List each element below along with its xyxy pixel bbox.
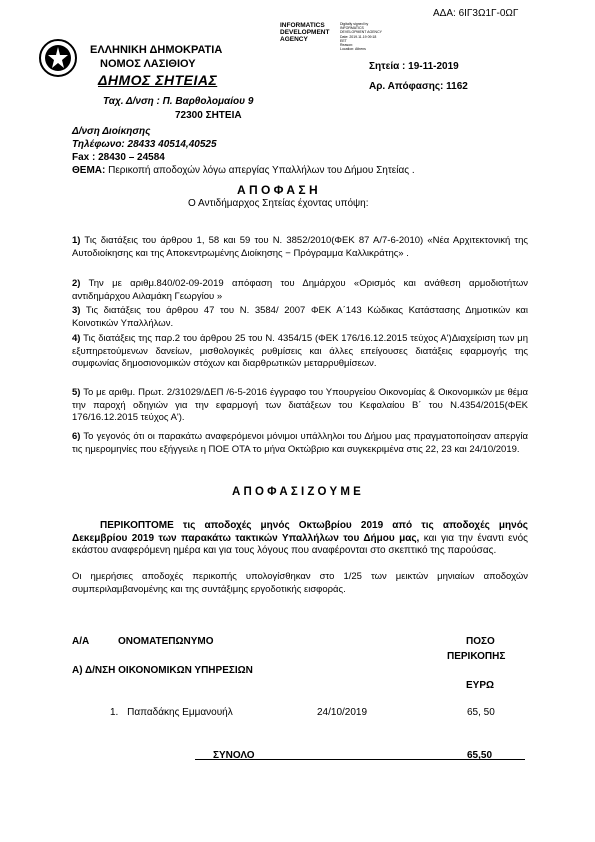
row-name: Παπαδάκης Εμμανουήλ [127, 707, 233, 718]
item-number: 3) [72, 305, 81, 316]
row-number: 1. [110, 707, 119, 718]
item-number: 4) [72, 333, 81, 344]
cut-bold: ΠΕΡΙΚΟΠΤΟΜΕ τις αποδοχές μηνός Οκτωβρίου 2019 από τις αποδοχές μηνός Δεκεμβρίου 2019 των παρακάτω τακτικών Υπαλλήλων του Δήμου μας, [72, 520, 528, 544]
section-title: Α) Δ/ΝΣΗ ΟΙΚΟΝΟΜΙΚΩΝ ΥΠΗΡΕΣΙΩΝ [72, 665, 253, 676]
currency: ΕΥΡΩ [466, 680, 495, 691]
subject-text: Περικοπή αποδοχών λόγω απεργίας Υπαλλήλων του Δήμου Σητείας . [105, 165, 415, 176]
place-date: Σητεία : 19-11-2019 [369, 61, 459, 72]
phone: Τηλέφωνο: 28433 40514,40525 [72, 139, 217, 150]
item-4 [72, 333, 528, 371]
signature-detail: Location: Athens [340, 47, 366, 52]
item-text: Το γεγονός ότι οι παρακάτω αναφερόμενοι μόνιμοι υπάλληλοι του Δήμου μας πραγματοποίησαν απεργία τις ημερομηνίες που εξήγγειλε η ΠΟΕ ΟΤΑ το μήνα Οκτώβριο και συγκεκριμένα στις 22, 23 και 24/10/2019. [72, 431, 528, 455]
item-3 [72, 305, 528, 330]
department: Δ/νση Διοίκησης [72, 126, 151, 137]
agency-line: AGENCY [280, 36, 308, 43]
item-text: Τις διατάξεις του άρθρου 47 του Ν. 3584/ 2007 ΦΕΚ Α΄143 Κώδικας Κατάστασης Δημοτικών και Κοινοτικών Υπαλλήλων. [72, 305, 528, 329]
greek-seal-icon [38, 38, 78, 78]
item-6 [72, 431, 528, 456]
signature-detail: Digitally signed by [340, 22, 369, 26]
prefecture-title: ΝΟΜΟΣ ΛΑΣΙΘΙΟΥ [100, 58, 196, 70]
decision-intro: Ο Αντιδήμαρχος Σητείας έχοντας υπόψη: [188, 198, 369, 209]
item-text: Την με αριθμ.840/02-09-2019 απόφαση του Δημάρχου «Ορισμός και ανάθεση αρμοδιοτήτων αντιδημάρχου Αιλαμάκη Γεωργίου » [72, 278, 528, 302]
signature-agency [280, 22, 329, 43]
signature-detail: DEVELOPMENT AGENCY [340, 30, 382, 35]
item-text: Τις διατάξεις της παρ.2 του άρθρου 25 του Ν. 4354/15 (ΦΕΚ 176/16.12.2015 τεύχος Α')Διαχείριση των μη εξυπηρετούμενων δανείων, μισθολογικές ρυθμίσεις και άλλες επείγουσες διατάξεις εφαρμογής της συμφωνίας δημοσιονομικών στόχων και διαρθρωτικών μεταρρυθμίσεων. [72, 333, 528, 369]
cut-paragraph [72, 520, 528, 558]
postal-code: 72300 ΣΗΤΕΙΑ [175, 110, 242, 121]
fax: Fax : 28430 – 24584 [72, 152, 165, 163]
col-amount-2: ΠΕΡΙΚΟΠΗΣ [447, 651, 506, 662]
municipality-title: ΔΗΜΟΣ ΣΗΤΕΙΑΣ [98, 72, 218, 88]
signature-detail: Date: 2019.11.19 09:18 [340, 34, 377, 39]
daily-note: Οι ημερήσιες αποδοχές περικοπής υπολογίσθηκαν στο 1/25 των μεικτών μηνιαίων αποδοχών συμπεριλαμβανομένης και της συντάξιμης εργοδοτικής εισφοράς. [72, 571, 528, 595]
item-2 [72, 278, 528, 303]
subject [72, 165, 415, 176]
signature-detail: INFORMATICS [340, 26, 364, 31]
table-row [110, 707, 233, 718]
signature-detail: Reason: [340, 43, 354, 48]
decision-number: Αρ. Απόφασης: 1162 [369, 81, 468, 92]
item-number: 2) [72, 278, 81, 289]
row-date: 24/10/2019 [317, 707, 368, 718]
cut-rest: και για την έναντι ενός εκάστου αναφερόμενη ημέρα και για τους λόγους που αναφέρονται στο σκεπτικό της παρούσας. [72, 532, 528, 556]
decide-heading: Α Π Ο Φ Α Σ Ι Ζ Ο Υ Μ Ε [232, 486, 361, 498]
item-1 [72, 235, 528, 260]
total-label: ΣΥΝΟΛΟ [213, 750, 255, 761]
address: Ταχ. Δ/νση : Π. Βαρθολομαίου 9 [103, 96, 254, 107]
row-amount: 65, 50 [467, 707, 495, 718]
item-text: Τις διατάξεις του άρθρου 1, 58 και 59 του Ν. 3852/2010(ΦΕΚ 87 Α/7-6-2010) «Νέα Αρχιτεκτονική της Αυτοδιοίκησης και της Αποκεντρωμένης Διοίκησης − Πρόγραμμα Καλλικράτης» . [72, 235, 528, 259]
agency-line: DEVELOPMENT [280, 29, 330, 36]
col-amount: ΠΟΣΟ [466, 636, 495, 647]
ada-code: ΑΔΑ: 6ΙΓ3Ω1Γ-0ΩΓ [433, 8, 519, 19]
item-number: 5) [72, 387, 81, 398]
item-text: Το με αριθμ. Πρωτ. 2/31029/ΔΕΠ /6-5-2016 έγγραφο του Υπουργείου Οικονομίας & Οικονομικών με θέμα την παροχή οδηγιών για την εφαρμογή των διατάξεων του Κεφαλαίου Β΄ του Ν.4354/2015(ΦΕΚ 176/16.12.2015 τεύχος Α'). [72, 387, 528, 423]
republic-title: ΕΛΛΗΝΙΚΗ ΔΗΜΟΚΡΑΤΙΑ [90, 44, 223, 56]
subject-label: ΘΕΜΑ: [72, 165, 106, 176]
decision-heading: Α Π Ο Φ Α Σ Η [237, 183, 318, 197]
signature-detail: EET [340, 38, 347, 43]
col-name: ΟΝΟΜΑΤΕΠΩΝΥΜΟ [118, 636, 214, 647]
signature-details [340, 22, 382, 51]
agency-line: INFORMATICS [280, 22, 325, 29]
col-aa: Α/Α [72, 636, 90, 647]
total-value: 65,50 [467, 750, 493, 761]
item-number: 1) [72, 235, 81, 246]
item-number: 6) [72, 431, 81, 442]
item-5 [72, 387, 528, 425]
